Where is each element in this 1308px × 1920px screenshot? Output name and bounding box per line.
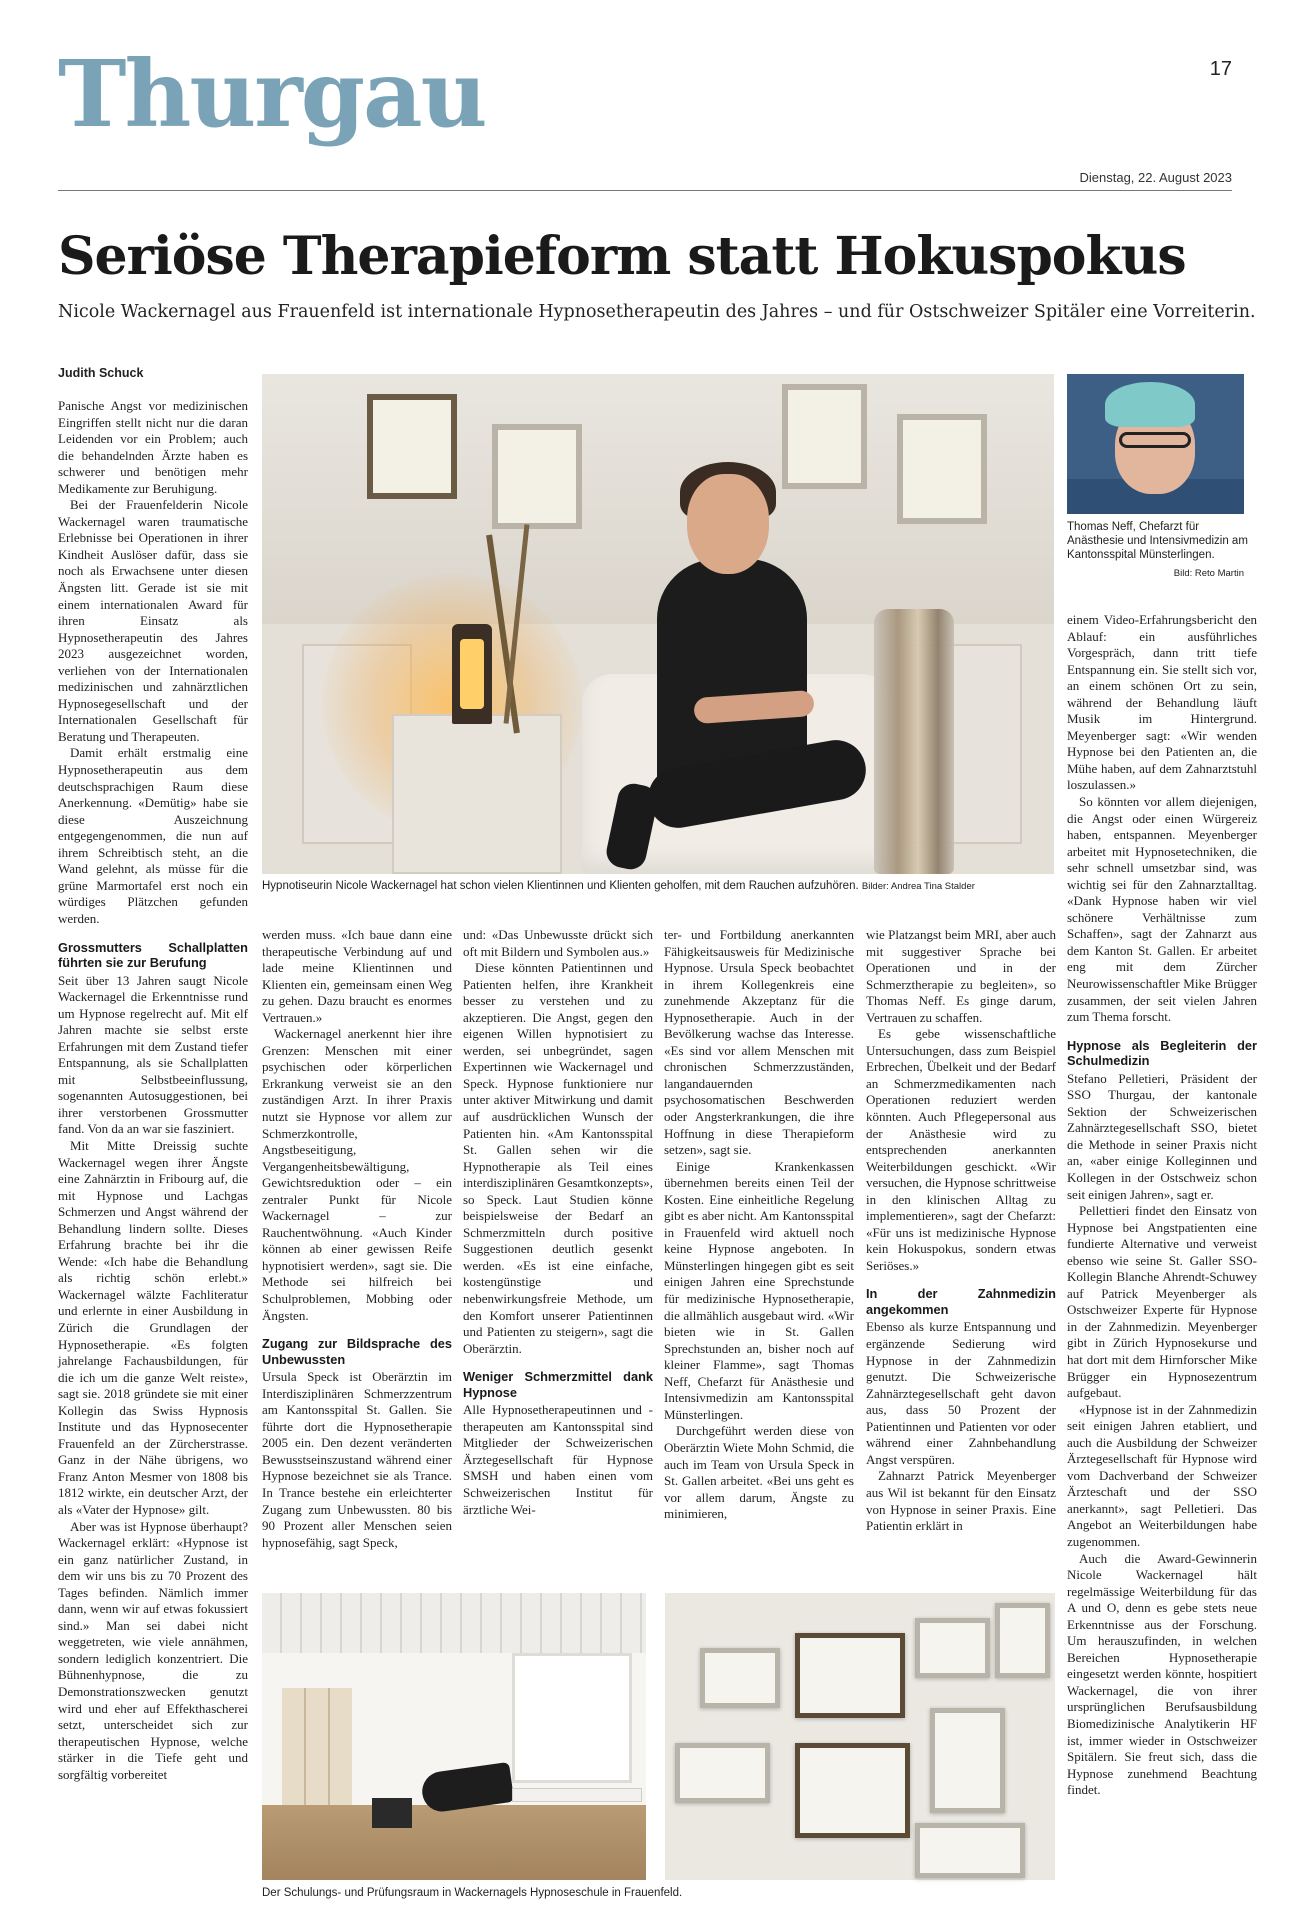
- article-column-6: [1067, 612, 1257, 1897]
- article-author: Judith Schuck: [58, 366, 144, 380]
- certificate-frame: [897, 414, 987, 524]
- paragraph: «Hypnose ist in der Zahnmedizin seit einigen Jahren etabliert, und auch die Ausbildung der Schweizer Ärztegesellschaft für Hypnose wird vom Dachverband der Schweizer Ärzteschaft und der SSO anerkannt», sagt Pelletieri. Das Angebot an Weiterbildungen habe zugenommen.: [1067, 1401, 1257, 1549]
- cigarette-pack-vase: [874, 609, 954, 874]
- paragraph: Mit Mitte Dreissig suchte Wackernagel wegen ihrer Ängste eine Zahnärztin in Fribourg auf, die mit Hypnose und Lachgas Schmerzen und Angst während der Behandlung lindern sollte. Dieses Erfahrung brachte bei ihr die Wende: «Ich habe die Behandlung als richtig schön erlebt.» Wackernagel wälzte Fachliteratur und erlernte in einer Ausbildung in Zürich die Grundlagen der Hypnosetherapie. «Es folgten jahrelange Fachausbildungen, für die ich um die ganze Welt reiste», sagt sie. 2018 gründete sie mit einer Kollegin das Swiss Hypnosis Institute und das Hypnosecenter Frauenfeld an der Zürcherstrasse. Ganz in der Nähe übrigens, wo Franz Anton Mesmer von 1808 bis 1812 wirkte, ein deutscher Arzt, der als «Vater der Hypnose» gilt.: [58, 1137, 248, 1517]
- certificate-frame: [930, 1708, 1005, 1813]
- certificate-frame: [915, 1823, 1025, 1878]
- portrait-caption: Thomas Neff, Chefarzt für Anästhesie und Intensivmedizin am Kantonsspital Münsterlingen.: [1067, 521, 1248, 561]
- paragraph: So könnten vor allem diejenigen, die Angst oder einen Würgereiz haben, entspannen. Meyenberger arbeitet mit Hypnosetechniken, die sehr schnell umsetzbar sind, was wichtig sei für den Zahnarztalltag. «Dank Hypnose haben wir viel schönere Verhältnisse zum Schaffen», sagt der Zahnarzt aus dem Kanton St. Gallen. Er arbeitet eng mit dem Zürcher Neurowissenschaftler Mike Brügger zusammen, der seit vielen Jahren zum Thema forscht.: [1067, 794, 1257, 1025]
- certificate-frame: [915, 1618, 990, 1678]
- subheading: In der Zahnmedizin angekommen: [866, 1286, 1056, 1317]
- subheading: Hypnose als Begleiterin der Schulmedizin: [1067, 1037, 1257, 1069]
- article-headline: Seriöse Therapieform statt Hokuspokus: [58, 226, 1186, 287]
- article-column-1: [58, 398, 248, 1898]
- paragraph: Panische Angst vor medizinischen Eingriffen stellt nicht nur die daran Leidenden vor ein Problem; auch die behandelnden Ärzte haben es schwerer und benötigen mehr Medikamente zur Beruhigung.: [58, 398, 248, 496]
- subheading: Weniger Schmerzmittel dank Hypnose: [463, 1369, 653, 1400]
- paragraph: Ursula Speck ist Oberärztin im Interdisziplinären Schmerzzentrum am Kantonsspital St. Gallen. Sie führte dort die Hypnosetherapie 2005 ein. Den dezent veränderten Bewusstseinszustand während einer Hypnose bezeichnet sie als Trance. In Trance bestehe ein erleichterter Zugang zum Unbewussten. 80 bis 90 Prozent aller Menschen seien hypnosefähig, sagt Speck,: [262, 1369, 452, 1550]
- main-photo-therapist: [262, 374, 1054, 874]
- page-number: 17: [1209, 58, 1232, 80]
- publication-date: Dienstag, 22. August 2023: [1079, 170, 1232, 185]
- subheading: Zugang zur Bildsprache des Unbewussten: [262, 1336, 452, 1367]
- chair: [372, 1798, 412, 1828]
- paragraph: Diese könnten Patientinnen und Patienten helfen, ihre Krankheit besser zu verstehen und zu akzeptieren. Die Angst, gegen den eigenen Willen hypnotisiert zu werden, sei unbegründet, sagen Expertinnen wie Wackernagel und Speck. Hypnose funktioniere nur unter aktiver Mitwirkung und damit auf ausdrücklichen Wunsch der Patienten hin. «Am Kantonsspital St. Gallen sehen wir die Hypnotherapie als Teil eines interdisziplinären Gesamtkonzepts», so Speck. Laut Studien könne beispielsweise der Bedarf an Schmerzmitteln durch positive Suggestionen deutlich gesenkt werden. «Es ist eine einfache, kostengünstige und nebenwirkungsfreie Methode, um den Komfort unserer Patientinnen und Patienten zu steigern», sagt die Oberärztin.: [463, 960, 653, 1356]
- wooden-floor: [262, 1805, 646, 1880]
- photo-credit: Bild: Reto Martin: [1173, 568, 1244, 579]
- certificate-frame: [782, 384, 867, 489]
- paragraph: Damit erhält erstmalig eine Hypnosetherapeutin aus dem deutschsprachigen Raum diese Anerkennung. «Demütig» habe sie diese Auszeichnung entgegengenommen, die nun auf ihrem Schreibtisch steht, an die Wand gelehnt, als müsse für die grüne Marmortafel erst noch ein würdiges Plätzchen gefunden werden.: [58, 745, 248, 926]
- paragraph: Bei der Frauenfelderin Nicole Wackernagel waren traumatische Erlebnisse bei Operationen in ihrer Kindheit Auslöser dafür, dass sie noch als Erwachsene unter diesen Ängsten litt. Gerade ist sie mit einem internationalen Award für ihren Einsatz als Hypnosetherapeutin des Jahres 2023 ausgezeichnet worden, verliehen von der Internationalen medizinischen und zahnärztlichen Hypnosegesellschaft und der Internationalen Gesellschaft für Beratung und Therapeuten.: [58, 497, 248, 744]
- main-photo-caption: [262, 880, 1054, 892]
- certificates-wall-photo: [665, 1593, 1055, 1880]
- header-divider: [58, 190, 1232, 191]
- article-column-5: [866, 927, 1056, 1534]
- paragraph: ter- und Fortbildung anerkannten Fähigkeitsausweis für Medizinische Hypnose. Ursula Speck beobachtet in ihrem Kollegenkreis eine zunehmende Akzeptanz für die Hypnosetherapie. Auch in der Bevölkerung wachse das Interesse. «Es sind vor allem Menschen mit chronischen Schmerzzuständen, langandauernden psychosomatischen Beschwerden oder Angsterkrankungen, die ihre Hoffnung in diese Therapieform setzen», sagt sie.: [664, 927, 854, 1158]
- paragraph: Zahnarzt Patrick Meyenberger aus Wil ist bekannt für den Einsatz von Hypnose in seiner Praxis. Eine Patientin erklärt in: [866, 1468, 1056, 1534]
- paragraph: Aber was ist Hypnose überhaupt? Wackernagel erklärt: «Hypnose ist ein ganz natürlicher Zustand, in dem wir uns bis zu 70 Prozent des Tages befinden. Nämlich immer dann, wenn wir auf etwas fokussiert sind.» Man sei dabei nicht weggetreten, wie viele annähmen, sondern lediglich konzentriert. Die Bühnenhypnose, die zu Demonstrationszwecken genutzt wird und eher auf Effekthascherei setzt, unterscheidet sich zur therapeutischen Hypnose, welche stärker in die Tiefe geht und sorgfältig vorbereitet: [58, 1518, 248, 1782]
- paragraph: einem Video-Erfahrungsbericht den Ablauf: ein ausführliches Vorgespräch, dann tritt tiefe Entspannung ein. Sie stellt sich vor, an einem schönen Ort zu sein, während der Behandlung läuft Musik im Hintergrund. Meyenberger sagt: «Wir wenden Hypnose bei den Patienten an, die Mühe haben, auf dem Zahnarztstuhl loszulassen.»: [1067, 612, 1257, 793]
- section-title: Thurgau: [58, 40, 486, 148]
- bottom-photos-caption: Der Schulungs- und Prüfungsraum in Wackernagels Hypnoseschule in Frauenfeld.: [262, 1887, 683, 1899]
- surgical-cap: [1105, 382, 1195, 427]
- paragraph: Pellettieri findet den Einsatz von Hypnose bei Angstpatienten eine fundierte Alternative und verweist ebenso wie seine St. Galler SSO-Kollegin Blanche Ahrendt-Schuwey auf Patrick Meyenberger als Ostschweizer Experte für Hypnose in der Zahnmedizin. Meyenberger gibt in Zürich Hypnosekurse und hat dort mit dem Hirnforscher Mike Brügger ein Hypnosezentrum aufgebaut.: [1067, 1203, 1257, 1401]
- article-column-4: [664, 927, 854, 1522]
- photo-credit: Bilder: Andrea Tina Stalder: [861, 881, 975, 892]
- wood-ceiling: [262, 1593, 646, 1653]
- certificate-frame: [700, 1648, 780, 1708]
- paragraph: Auch die Award-Gewinnerin Nicole Wackernagel hält regelmässige Weiterbildung für das A und O, denn es gebe stets neue Erkenntnisse aus der Forschung. Um herauszufinden, in welchen Bereichen Hypnosetherapie eingesetzt werden könnte, hospitiert Wackernagel, die von ihrer ursprünglichen Berufsausbildung Biomedizinische Analytikerin HF ist, immer wieder in Ostschweizer Spitälern. Sie freut sich, dass die Hypnose zunehmend Beachtung findet.: [1067, 1550, 1257, 1798]
- certificate-frame: [492, 424, 582, 529]
- person-face: [687, 474, 769, 574]
- paragraph: Es gebe wissenschaftliche Untersuchungen, dass zum Beispiel Erbrechen, Übelkeit und der Bedarf an Schmerzmedikamenten nach Operationen reduziert werden könnten. Auch Pflegepersonal aus der Anästhesie wird zu entsprechenden anerkannten Weiterbildungen geschickt. «Wir versuchen, die Hypnose schrittweise in den klinischen Alltag zu implementieren», sagt der Chefarzt: «Für uns ist medizinische Hypnose kein Hokuspokus, sondern etwas Seriöses.»: [866, 1026, 1056, 1273]
- window: [512, 1653, 632, 1783]
- certificate-frame: [795, 1743, 910, 1838]
- lantern-light: [460, 639, 484, 709]
- paragraph: und: «Das Unbewusste drückt sich oft mit Bildern und Symbolen aus.»: [463, 927, 653, 959]
- paragraph: wie Platzangst beim MRI, aber auch mit suggestiver Sprache bei Operationen und in der Schmerztherapie zu begleiten», so Thomas Neff. Es ginge darum, Vertrauen zu schaffen.: [866, 927, 1056, 1025]
- paragraph: Stefano Pelletieri, Präsident der SSO Thurgau, der kantonale Sektion der Schweizerischen Zahnärztegesellschaft SSO, bietet die Methode in seiner Praxis nicht an, «aber einige Kolleginnen und Kollegen in der Ostschweiz schon seit einigen Jahren», sagt er.: [1067, 1070, 1257, 1202]
- training-room-photo: [262, 1593, 646, 1880]
- caption-text: Hypnotiseurin Nicole Wackernagel hat schon vielen Klientinnen und Klienten geholfen, mit dem Rauchen aufzuhören.: [262, 880, 859, 892]
- certificate-frame: [367, 394, 457, 499]
- article-subline: Nicole Wackernagel aus Frauenfeld ist internationale Hypnosetherapeutin des Jahres – und für Ostschweizer Spitäler eine Vorreiterin.: [58, 302, 1256, 322]
- paragraph: Alle Hypnosetherapeutinnen und -therapeuten am Kantonsspital sind Mitglieder der Schweizerischen Ärztegesellschaft für Hypnose SMSH und haben einen vom Schweizerischen Institut für ärztliche Wei-: [463, 1402, 653, 1517]
- paragraph: Einige Krankenkassen übernehmen bereits einen Teil der Kosten. Eine einheitliche Regelung gibt es aber nicht. Am Kantonsspital in Frauenfeld wird aktuell noch keine Hypnose angeboten. In Münsterlingen hingegen gibt es seit einigen Jahren eine Sprechstunde für medizinische Hypnosetherapie, die allmählich ausgebaut wird. «Wir bieten wie in St. Gallen Sprechstunden an, bisher noch auf kleiner Flamme», sagt Thomas Neff, Chefarzt für Anästhesie und Intensivmedizin am Kantonsspital Münsterlingen.: [664, 1158, 854, 1422]
- certificate-frame: [795, 1633, 905, 1718]
- portrait-photo-thomas-neff: [1067, 374, 1244, 514]
- certificate-frame: [995, 1603, 1050, 1678]
- folding-screen: [282, 1688, 352, 1808]
- paragraph: werden muss. «Ich baue dann eine therapeutische Verbindung auf und lade meine Klientinnen und Klienten ein, gemeinsam einen Weg zu gehen. Dazu braucht es enormes Vertrauen.»: [262, 927, 452, 1025]
- subheading: Grossmutters Schallplatten führten sie zur Berufung: [58, 939, 248, 970]
- paragraph: Seit über 13 Jahren saugt Nicole Wackernagel die Erkenntnisse rund um Hypnose regelrecht auf. Mit elf Jahren machte sie selbst erste Erfahrungen mit dem Zustand tiefer Entspannung, als sie Schallplatten mit Selbstbeeinflussung, sogenannten Autosuggestionen, bei ihrer verstorbenen Grossmutter fand. Von da an war sie fasziniert.: [58, 972, 248, 1137]
- paragraph: Durchgeführt werden diese von Oberärztin Wiete Mohn Schmid, die auch im Team von Ursula Speck in St. Gallen arbeitet. «Bei uns geht es vor allem darum, Ängste zu minimieren,: [664, 1423, 854, 1522]
- side-table: [392, 714, 562, 874]
- article-column-3: [463, 927, 653, 1517]
- paragraph: Wackernagel anerkennt hier ihre Grenzen: Menschen mit einer psychischen oder körperlichen Erkrankung verweist sie an den zuständigen Arzt. In ihrer Praxis nutzt sie Hypnose vor allem zur Schmerzkontrolle, Angstbeseitigung, Vergangenheitsbewältigung, Gewichtsreduktion oder – ein zentraler Punkt für Nicole Wackernagel – zur Rauchentwöhnung. «Auch Kinder können ab einer gewissen Reife hypnotisiert werden», sagt sie. Die Methode sei hilfreich bei Schulproblemen, Mobbing oder Ängsten.: [262, 1026, 452, 1323]
- desk: [512, 1788, 642, 1802]
- certificate-frame: [675, 1743, 770, 1803]
- paragraph: Ebenso als kurze Entspannung und ergänzende Sedierung wird Hypnose in der Zahnmedizin genutzt. Die Schweizerische Zahnärztegesellschaft geht davon aus, dass 50 Prozent der Patientinnen und Patienten vor oder während einer Zahnbehandlung Angst verspüren.: [866, 1319, 1056, 1467]
- article-column-2: [262, 927, 452, 1550]
- glasses-icon: [1119, 432, 1191, 448]
